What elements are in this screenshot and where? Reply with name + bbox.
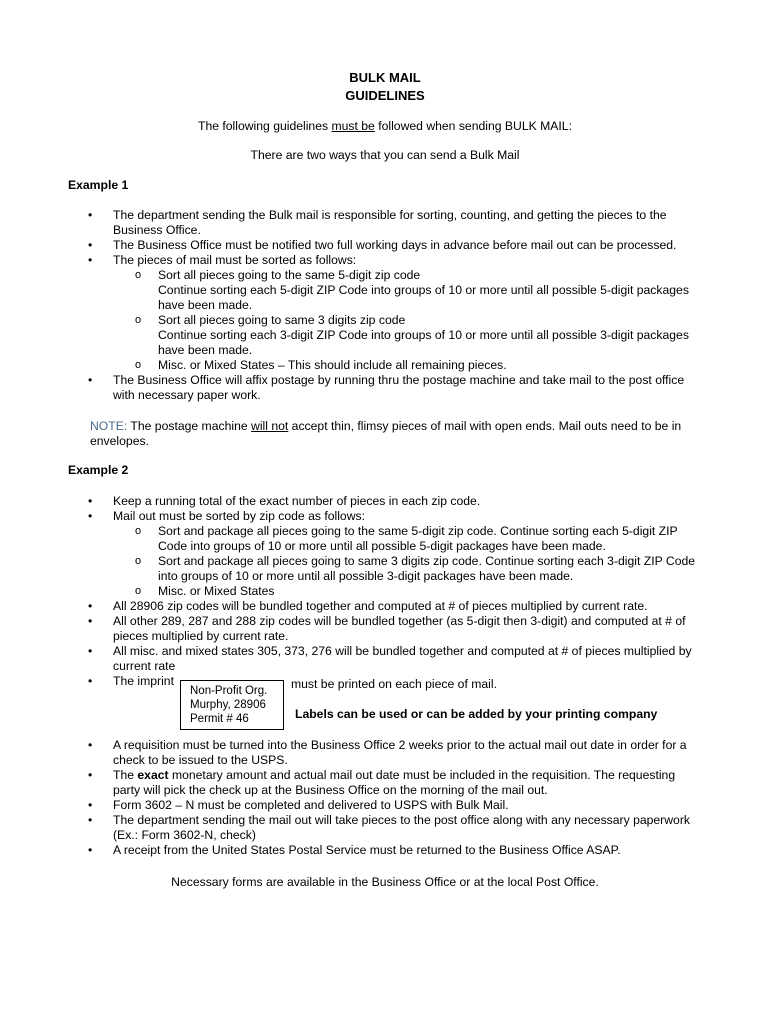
- example-2-sublist: [113, 524, 704, 599]
- list-item: [88, 768, 704, 798]
- note-paragraph: [90, 419, 710, 449]
- sub-list-item: o Sort and package all pieces going to same 3 digits zip code. Continue sorting each 3-digit ZIP Code into groups of 10 or more until all possible 3-digit packages have been made.: [113, 554, 704, 584]
- sub-list-item: o Misc. or Mixed States: [113, 584, 704, 599]
- example-1-list: [88, 208, 704, 403]
- sub-item-continuation: Continue sorting each 5-digit ZIP Code into groups of 10 or more until all possible 5-digit packages have been made.: [158, 283, 689, 312]
- sub-list-item: [113, 313, 704, 358]
- list-item: • Form 3602 – N must be completed and delivered to USPS with Bulk Mail.: [88, 798, 704, 813]
- sub-list-item: o Misc. or Mixed States – This should include all remaining pieces.: [113, 358, 704, 373]
- note-label: NOTE:: [90, 419, 128, 433]
- list-item: • A receipt from the United States Postal Service must be returned to the Business Office ASAP.: [88, 843, 704, 858]
- closing-text: Necessary forms are available in the Business Office or at the local Post Office.: [171, 875, 599, 889]
- title-line-2: GUIDELINES: [345, 88, 425, 103]
- example-2-list-b: [88, 738, 704, 858]
- sub-item-text: Sort all pieces going to the same 5-digit zip code: [158, 268, 421, 282]
- note-post: accept thin, flimsy pieces of mail with open ends. Mail outs need to be in envelopes.: [90, 419, 682, 448]
- list-item-text: The pieces of mail must be sorted as follows:: [113, 253, 357, 267]
- intro-post: followed when sending BULK MAIL:: [374, 119, 572, 133]
- example-2-heading: Example 2: [68, 463, 129, 477]
- list-item-bold: exact: [137, 768, 169, 782]
- imprint-instruction: must be printed on each piece of mail.: [291, 677, 497, 691]
- sub-item-text: Sort all pieces going to same 3 digits zip code: [158, 313, 406, 327]
- two-ways-text: There are two ways that you can send a Bulk Mail: [250, 148, 520, 162]
- list-item-pre: The: [113, 768, 138, 782]
- list-item: • A requisition must be turned into the Business Office 2 weeks prior to the actual mail out date in order for a check to be issued to the USPS.: [88, 738, 704, 768]
- sub-list-item: o Sort and package all pieces going to the same 5-digit zip code. Continue sorting each 5-digit ZIP Code into groups of 10 or more until all possible 5-digit packages have been made.: [113, 524, 704, 554]
- list-item: • The Business Office will affix postage by running thru the postage machine and take mail to the post office with necessary paper work.: [88, 373, 704, 403]
- imprint-line: Permit # 46: [190, 713, 249, 725]
- example-1-heading: Example 1: [68, 178, 129, 192]
- intro-underline: must be: [331, 119, 375, 133]
- list-item: • The imprint: [88, 674, 704, 689]
- note-pre: The postage machine: [127, 419, 252, 433]
- title-line-1: BULK MAIL: [349, 70, 421, 85]
- list-item-post: monetary amount and actual mail out date must be included in the requisition. The requesting party will pick the check up at the Business Office on the morning of the mail out.: [113, 768, 676, 797]
- sub-item-continuation: Continue sorting each 3-digit ZIP Code into groups of 10 or more until all possible 3-digit packages have been made.: [158, 328, 689, 357]
- list-item: [88, 509, 704, 599]
- list-item: • The department sending the Bulk mail is responsible for sorting, counting, and getting the pieces to the Business Office.: [88, 208, 704, 238]
- imprint-box: [180, 680, 284, 730]
- list-item: • Keep a running total of the exact number of pieces in each zip code.: [88, 494, 704, 509]
- intro-text: [0, 119, 770, 134]
- example-2-list-a: [88, 494, 704, 689]
- intro-pre: The following guidelines: [198, 119, 332, 133]
- list-item: • All other 289, 287 and 288 zip codes will be bundled together (as 5-digit then 3-digit) and computed at # of pieces multiplied by current rate.: [88, 614, 704, 644]
- note-underline: will not: [251, 419, 289, 433]
- list-item-text: Mail out must be sorted by zip code as follows:: [113, 509, 365, 523]
- list-item: • The department sending the mail out will take pieces to the post office along with any necessary paperwork (Ex.: Form 3602-N, check): [88, 813, 704, 843]
- labels-note: Labels can be used or can be added by your printing company: [295, 707, 658, 721]
- list-item: • The Business Office must be notified two full working days in advance before mail out can be processed.: [88, 238, 704, 253]
- list-item: [88, 253, 704, 373]
- sub-list-item: [113, 268, 704, 313]
- imprint-line: Non-Profit Org.: [190, 685, 268, 697]
- list-item: • All misc. and mixed states 305, 373, 276 will be bundled together and computed at # of pieces multiplied by current rate: [88, 644, 704, 674]
- example-1-sublist: [113, 268, 704, 373]
- imprint-line: Murphy, 28906: [190, 699, 266, 711]
- list-item: • All 28906 zip codes will be bundled together and computed at # of pieces multiplied by current rate.: [88, 599, 704, 614]
